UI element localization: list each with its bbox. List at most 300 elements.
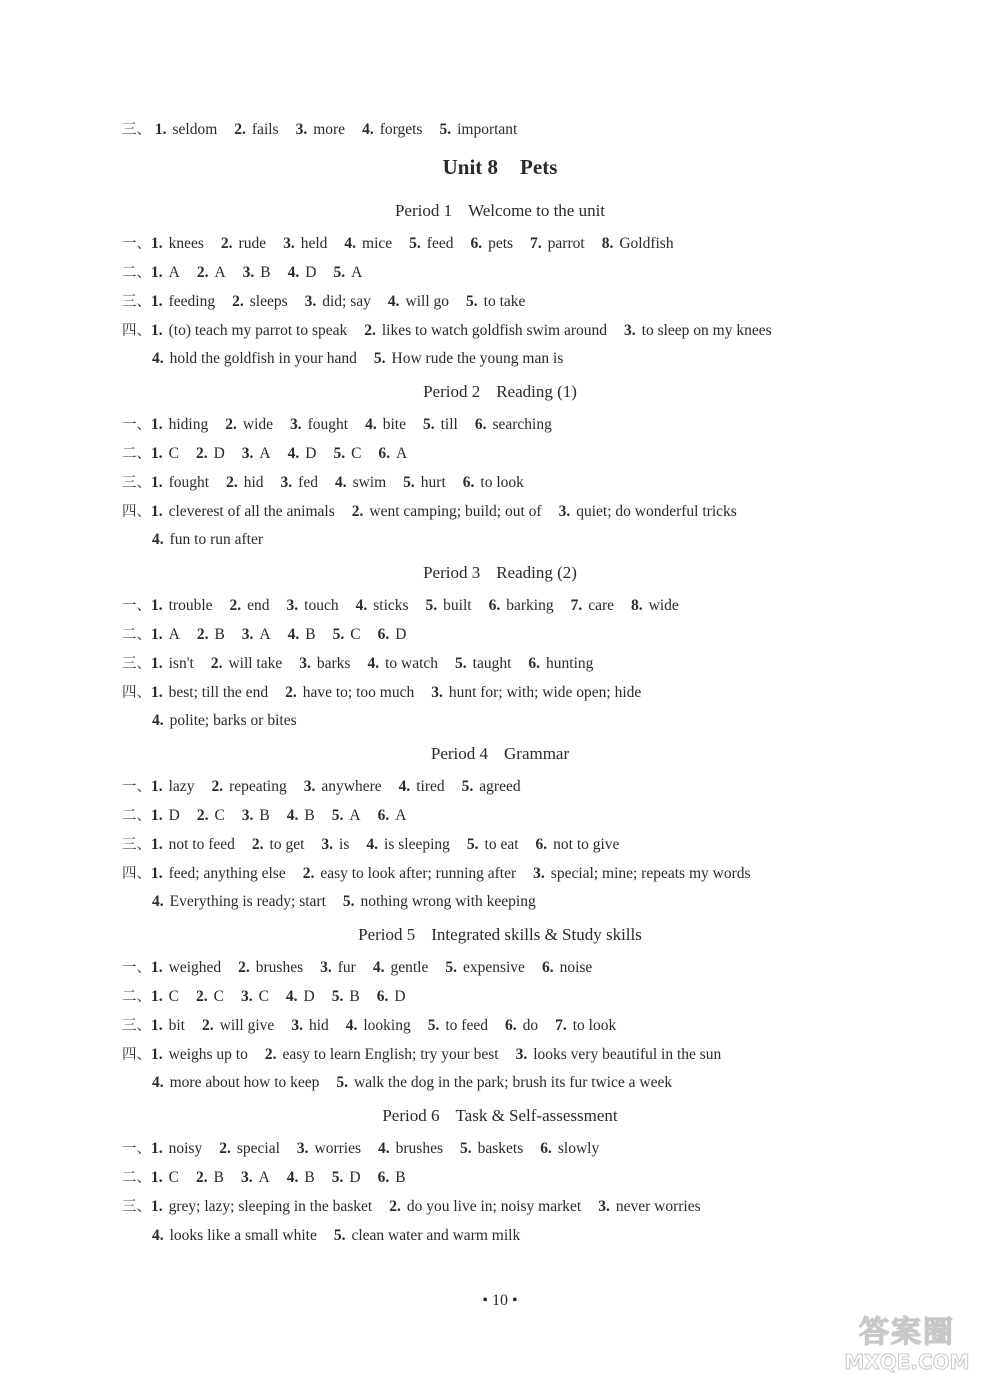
answer-number: 5. [461,778,474,795]
answer-text: Everything is ready; start [169,893,326,910]
answer-item [470,235,513,252]
answer-number: 5. [373,350,386,367]
answer-number: 1. [151,1017,163,1034]
answer-text: till [440,416,458,433]
answer-number: 3. [241,626,254,643]
answer-number: 4. [152,531,164,548]
answer-number: 5. [403,474,415,491]
answer-row [122,654,960,674]
answer-text: to get [269,836,305,853]
answer-number: 6. [377,626,390,643]
answer-text: to look [572,1017,617,1034]
answer-text: to take [483,293,526,310]
answer-text: A [395,807,407,824]
answer-item [151,293,215,310]
answer-item [281,474,318,491]
answer-item [352,503,542,520]
answer-text: grey; lazy; sleeping in the basket [168,1198,373,1215]
answer-text: will give [219,1017,275,1034]
period-heading [0,743,1000,765]
answer-text: A [259,445,271,462]
answer-text: did; say [322,293,371,310]
answer-text: wide [242,416,274,433]
answer-item [287,1169,315,1186]
answer-row [122,263,960,283]
answer-text: nothing wrong with keeping [360,893,536,910]
answer-number: 7. [570,597,583,614]
answer-text: to look [480,474,524,491]
answer-item [530,235,585,252]
answer-number: 1. [151,807,163,824]
answer-item [304,778,382,795]
answer-item [252,836,305,853]
answer-text: B [305,626,316,643]
answer-text: special; mine; repeats my words [550,865,751,882]
answer-text: do [522,1017,539,1034]
answer-number: 2. [234,121,246,138]
answer-number: 3. [290,416,302,433]
answer-number: 5. [466,293,478,310]
answer-text: forgets [379,121,423,138]
answer-item [151,445,179,462]
section-marker: 四、 [122,323,151,339]
answer-item [389,1198,581,1215]
answer-item [378,1169,406,1186]
answer-number: 5. [331,1169,344,1186]
answer-text: feed; anything else [168,865,286,882]
section-marker: 一、 [122,779,151,795]
answer-number: 3. [598,1198,610,1215]
section-marker: 二、 [122,808,151,824]
answer-number: 1. [151,988,163,1005]
answer-number: 2. [226,474,238,491]
answer-text: is sleeping [384,836,450,853]
answer-number: 6. [541,959,554,976]
answer-text: cleverest of all the animals [168,503,335,520]
section-marker: 四、 [122,1047,151,1063]
answer-number: 6. [470,235,483,252]
answer-text: A [351,264,363,281]
answer-text: B [304,807,315,824]
answer-text: went camping; build; out of [369,503,542,520]
answer-text: more about how to keep [169,1074,320,1091]
answer-row [122,444,960,464]
answer-number: 3. [320,959,332,976]
section-marker: 二、 [122,627,151,643]
answer-text: will take [228,655,283,672]
answer-number: 4. [152,1074,164,1091]
section-marker: 四、 [122,685,151,701]
answer-item [151,264,180,281]
answer-row-continued [152,711,960,731]
answer-item [242,445,271,462]
answer-item [320,959,356,976]
section-marker: 三、 [122,1018,151,1034]
answer-number: 2. [196,626,209,643]
answer-item [152,1074,319,1091]
answer-text: pets [488,235,514,252]
answer-number: 2. [389,1198,401,1215]
answer-text: A [396,445,408,462]
answer-item [364,322,607,339]
answer-item [151,778,194,795]
answer-item [332,1169,361,1186]
answer-number: 4. [287,626,300,643]
answer-item [197,264,226,281]
answer-text: B [259,807,270,824]
answer-item [356,597,409,614]
answer-number: 1. [151,655,163,672]
period-name: Integrated skills & Study skills [431,925,642,944]
answer-text: hold the goldfish in your hand [169,350,357,367]
answer-text: important [457,121,518,138]
watermark-line1: 答案圈 [859,1315,955,1350]
answer-text: never worries [615,1198,701,1215]
answer-item [151,959,221,976]
answer-row [122,1045,960,1065]
answer-item [598,1198,700,1215]
answer-item [151,235,204,252]
answer-text: A [168,626,180,643]
answer-number: 4. [344,235,357,252]
answer-item [460,1140,523,1157]
answer-item [151,626,180,643]
answer-number: 3. [286,597,299,614]
answer-item [196,988,224,1005]
answer-text: not to give [553,836,620,853]
answer-text: fails [251,121,279,138]
period-name: Reading (1) [496,382,577,401]
answer-text: A [349,807,361,824]
answer-row [122,234,960,254]
answer-item [346,1017,411,1034]
answer-text: wide [648,597,679,614]
answer-number: 3. [624,322,636,339]
answer-text: polite; barks or bites [169,712,297,729]
answer-text: D [303,988,315,1005]
answer-text: C [350,626,361,643]
answer-item [624,322,772,339]
answer-row-continued [152,1226,960,1246]
period-name: Task & Self-assessment [455,1106,618,1125]
answer-item [378,626,407,643]
answer-item [536,836,620,853]
answer-number: 5. [333,445,346,462]
answer-row [122,596,960,616]
answer-number: 1. [151,626,163,643]
answer-number: 3. [431,684,443,701]
answer-row-continued [152,530,960,550]
answer-item [367,655,438,672]
answer-item [151,1140,202,1157]
answer-text: hid [308,1017,329,1034]
answer-text: to watch [385,655,439,672]
answer-row-continued [152,1073,960,1093]
answer-text: fought [307,416,349,433]
answer-text: tired [416,778,445,795]
answer-item [332,988,360,1005]
answer-item [151,684,268,701]
section-marker: 三、 [122,122,151,138]
answer-number: 5. [445,959,457,976]
answer-text: C [214,807,225,824]
answer-text: held [300,235,328,252]
section-marker: 二、 [122,265,151,281]
answer-item [151,1198,372,1215]
period-label: Period 4 [430,744,488,763]
answer-item [285,684,414,701]
answer-text: mice [362,235,393,252]
answer-item [291,1017,328,1034]
answer-number: 1. [151,1169,163,1186]
answer-number: 3. [242,264,255,281]
answer-text: bite [382,416,406,433]
answer-number: 2. [285,684,297,701]
answer-number: 1. [151,445,163,462]
answer-number: 4. [152,1227,164,1244]
answer-number: 6. [377,807,390,824]
answer-number: 5. [333,1227,346,1244]
answer-number: 2. [229,597,242,614]
answer-text: more [313,121,346,138]
answer-number: 1. [151,1140,163,1157]
answer-number: 2. [195,1169,208,1186]
answer-item [151,1046,248,1063]
answer-number: 1. [151,235,163,252]
answer-number: 2. [196,807,209,824]
answer-number: 5. [333,264,346,281]
answer-number: 2. [251,836,264,853]
answer-number: 3. [280,474,293,491]
answer-text: noisy [168,1140,203,1157]
period-label: Period 5 [358,925,416,944]
answer-text: slowly [557,1140,600,1157]
answer-text: repeating [229,778,287,795]
answer-text: fur [337,959,356,976]
answer-text: touch [304,597,339,614]
answer-number: 3. [291,1017,303,1034]
answer-number: 5. [331,807,344,824]
answer-item [225,416,273,433]
period-heading [0,1105,1000,1127]
answer-number: 4. [287,445,300,462]
answer-number: 2. [195,445,208,462]
answer-item [332,807,361,824]
answer-text: baskets [477,1140,524,1157]
answer-item [151,1017,185,1034]
answer-item [219,1140,280,1157]
answer-number: 1. [151,865,163,882]
answer-item [388,293,449,310]
answer-item [462,778,521,795]
answer-text: sleeps [249,293,288,310]
answer-number: 2. [232,293,244,310]
answer-item [152,350,357,367]
answer-row [122,864,960,884]
section-marker: 一、 [122,417,151,433]
answer-item [378,1140,443,1157]
answer-item [602,235,674,252]
answer-number: 3. [321,836,334,853]
answer-text: A [258,1169,270,1186]
answer-number: 3. [295,121,308,138]
answer-item [463,474,524,491]
answer-item [288,264,317,281]
answer-item [378,807,407,824]
answer-number: 2. [364,322,376,339]
answer-text: expensive [462,959,525,976]
section-marker: 四、 [122,504,151,520]
answer-number: 4. [286,1169,299,1186]
answer-text: bit [168,1017,185,1034]
period-name: Reading (2) [496,563,577,582]
answer-item [196,445,225,462]
answer-number: 5. [409,235,421,252]
answer-number: 2. [210,655,223,672]
answer-item [403,474,446,491]
answer-number: 4. [362,121,374,138]
answer-item [151,655,194,672]
answer-number: 2. [219,1140,231,1157]
answer-number: 6. [540,1140,552,1157]
answer-number: 6. [528,655,541,672]
answer-item [286,988,315,1005]
answer-item [211,655,282,672]
answer-text: is [339,836,350,853]
answer-text: to sleep on my knees [641,322,772,339]
answer-text: (to) teach my parrot to speak [168,322,348,339]
answer-item [241,1169,270,1186]
answer-row [122,321,960,341]
answer-item [428,1017,488,1034]
answer-number: 1. [151,1198,163,1215]
answer-number: 1. [151,322,163,339]
answer-text: likes to watch goldfish swim around [381,322,608,339]
answer-item [321,836,349,853]
answer-item [366,836,450,853]
section-marker: 一、 [122,960,151,976]
answer-number: 3. [241,445,254,462]
answer-number: 6. [376,988,389,1005]
answer-text: care [588,597,615,614]
answer-item [305,293,371,310]
answer-item [238,959,303,976]
answer-item [528,655,593,672]
answer-row [122,502,960,522]
answer-number: 4. [285,988,298,1005]
answer-text: C [168,988,179,1005]
answer-text: easy to learn English; try your best [282,1046,499,1063]
answer-item [151,1169,179,1186]
answer-text: trouble [168,597,213,614]
answer-row [122,987,960,1007]
answer-number: 5. [422,416,435,433]
answer-item [265,1046,499,1063]
answer-row-continued [152,349,960,369]
answer-item [241,988,269,1005]
unit-name: Pets [520,155,558,179]
answer-number: 1. [151,836,163,853]
answer-item [152,531,263,548]
answer-item [202,1017,274,1034]
answer-number: 3. [304,293,317,310]
answer-item [362,121,422,138]
answer-row [122,1168,960,1188]
answer-text: brushes [395,1140,443,1157]
section-marker: 三、 [122,1199,151,1215]
answer-text: D [213,445,225,462]
unit-title [0,154,1000,180]
answer-item [152,1227,317,1244]
answer-text: gentle [390,959,429,976]
answer-number: 1. [151,416,163,433]
answer-number: 4. [287,264,300,281]
answer-row [122,958,960,978]
answer-text: feeding [168,293,216,310]
period-heading [0,924,1000,946]
answer-item [151,865,286,882]
answer-item [505,1017,538,1034]
answer-number: 5. [425,597,438,614]
watermark-logo [832,1316,982,1380]
answer-number: 6. [488,597,501,614]
answer-text: B [349,988,360,1005]
answer-text: D [394,988,406,1005]
answer-text: feed [426,235,454,252]
answer-item [426,597,472,614]
answer-text: D [305,264,317,281]
period-label: Period 2 [423,382,481,401]
answer-item [533,865,750,882]
section-marker: 一、 [122,236,151,252]
answer-item [467,836,519,853]
answer-number: 4. [355,597,368,614]
answer-text: barks [316,655,351,672]
answer-item [290,416,348,433]
answer-row [122,806,960,826]
answer-text: do you live in; noisy market [406,1198,582,1215]
period-label: Period 3 [423,563,481,582]
answer-item [151,416,208,433]
answer-number: 8. [631,597,643,614]
answer-number: 2. [351,503,364,520]
answer-text: C [258,988,269,1005]
answer-item [333,445,361,462]
answer-number: 1. [151,474,163,491]
answer-text: hurt [420,474,446,491]
answer-number: 1. [151,503,163,520]
section-marker: 三、 [122,656,151,672]
answer-item [455,655,511,672]
answer-text: knees [168,235,204,252]
answer-item [343,893,536,910]
answer-number: 5. [460,1140,472,1157]
section-marker: 二、 [122,989,151,1005]
answer-text: brushes [255,959,304,976]
answer-item [423,416,458,433]
answer-item [296,121,345,138]
answer-text: lazy [168,778,195,795]
answer-text: swim [352,474,387,491]
answer-item [232,293,288,310]
answer-number: 4. [398,778,411,795]
answer-text: barking [506,597,554,614]
answer-item [230,597,270,614]
answer-item [377,988,406,1005]
period-name: Grammar [504,744,570,763]
answer-item [555,1017,616,1034]
answer-text: weighs up to [168,1046,248,1063]
